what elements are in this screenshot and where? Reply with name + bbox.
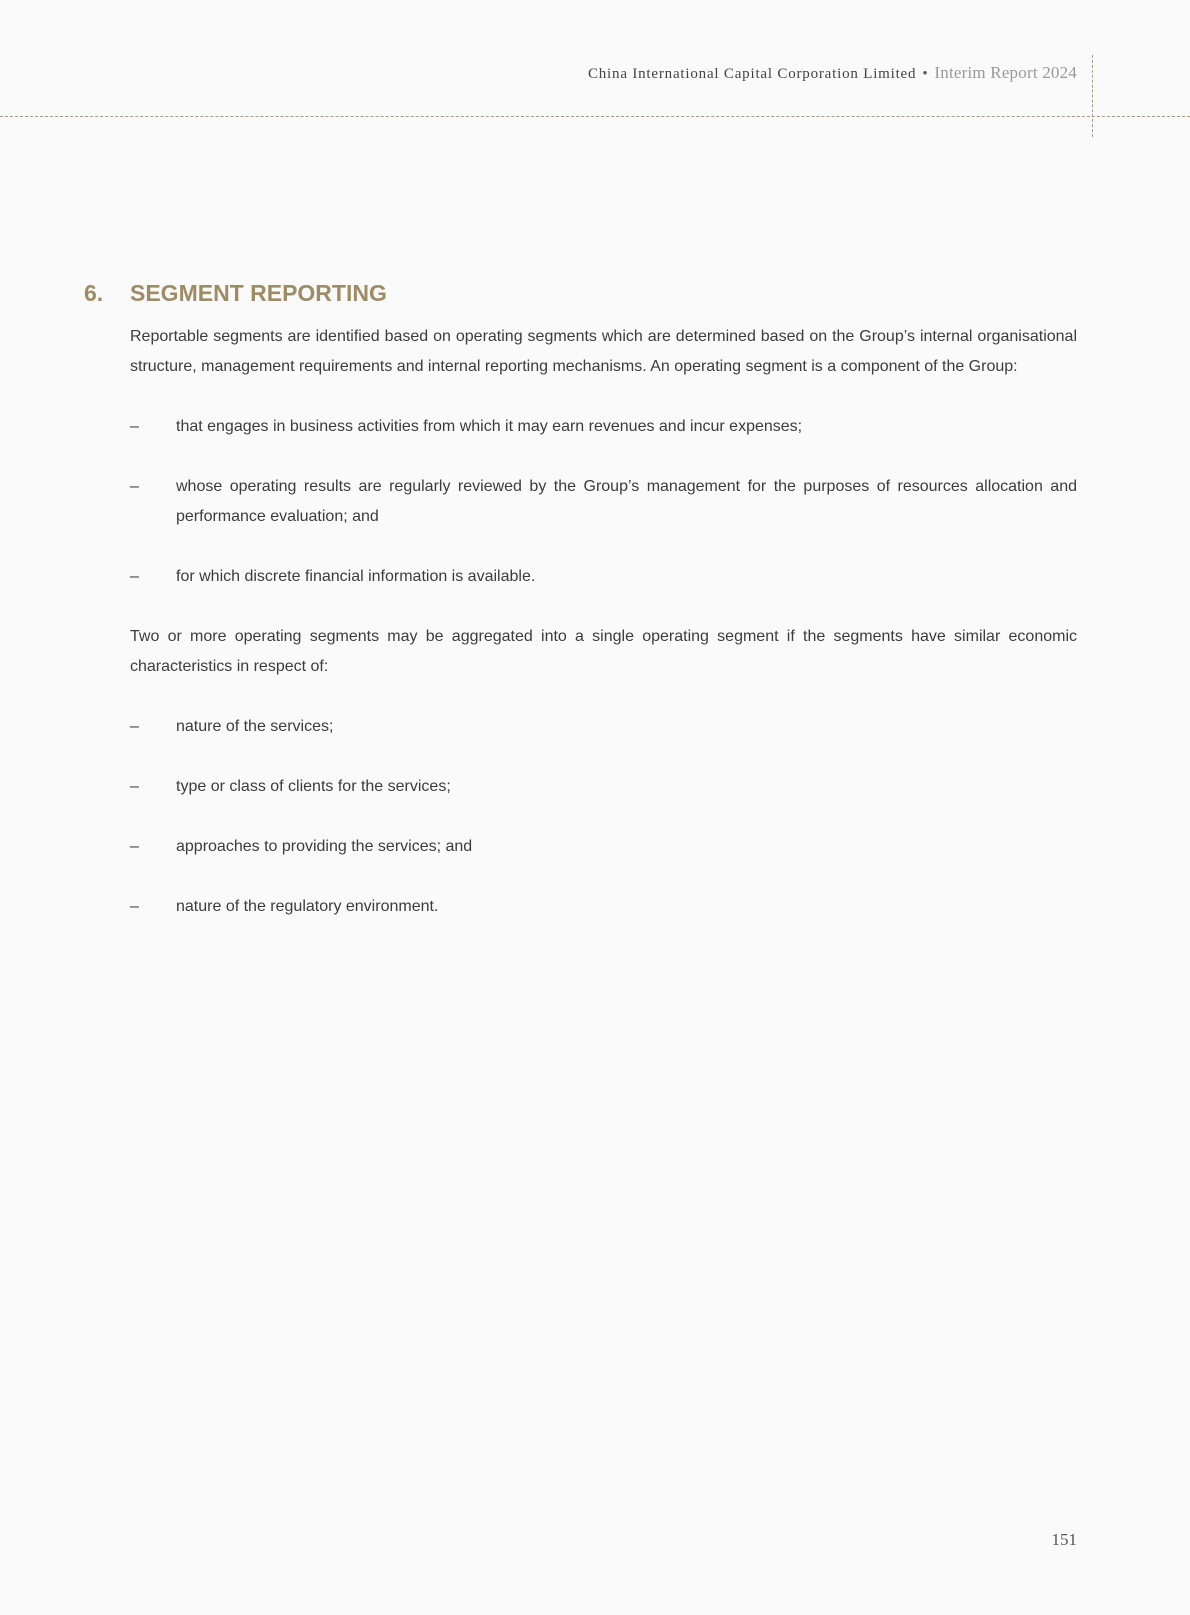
list-item-text: nature of the regulatory environment.	[176, 898, 439, 915]
dash-bullet: –	[130, 568, 139, 585]
header-dashed-rule	[0, 116, 1190, 117]
list-item	[130, 892, 1077, 922]
section-heading	[84, 280, 387, 307]
dash-bullet: –	[130, 778, 139, 795]
list-item	[130, 562, 1077, 592]
vertical-dashed-rule	[1092, 55, 1093, 137]
list-item	[130, 832, 1077, 862]
page-number: 151	[1051, 1530, 1077, 1549]
running-header	[588, 63, 1077, 83]
section-title: SEGMENT REPORTING	[130, 280, 387, 306]
section-number: 6.	[84, 280, 104, 306]
list-item-text: approaches to providing the services; and	[176, 838, 473, 855]
list-item	[130, 472, 1077, 532]
list-item-text: for which discrete financial information is available.	[176, 568, 536, 585]
list-item	[130, 772, 1077, 802]
section-body	[130, 322, 1077, 952]
dash-bullet: –	[130, 898, 139, 915]
company-name: China International Capital Corporation Limited	[587, 66, 917, 82]
list-item-text: whose operating results are regularly reviewed by the Group’s management for the purposes of resources allocation and performance evaluation; and	[176, 478, 1077, 525]
dash-bullet: –	[130, 718, 139, 735]
list-item-text: that engages in business activities from which it may earn revenues and incur expenses;	[176, 418, 803, 435]
aggregation-paragraph: Two or more operating segments may be aggregated into a single operating segment if the segments have similar economic characteristics in respect of:	[130, 628, 1077, 675]
intro-paragraph: Reportable segments are identified based on operating segments which are determined based on the Group’s internal organisational structure, management requirements and internal reporting mechanisms. An operating segment is a component of the Group:	[130, 328, 1077, 375]
list-item	[130, 412, 1077, 442]
list-item-text: type or class of clients for the services;	[176, 778, 451, 795]
header-bullet: •	[922, 66, 929, 82]
dash-bullet: –	[130, 838, 139, 855]
list-item	[130, 712, 1077, 742]
dash-bullet: –	[130, 478, 139, 495]
report-title: Interim Report 2024	[934, 63, 1077, 82]
dash-bullet: –	[130, 418, 139, 435]
list-item-text: nature of the services;	[176, 718, 334, 735]
